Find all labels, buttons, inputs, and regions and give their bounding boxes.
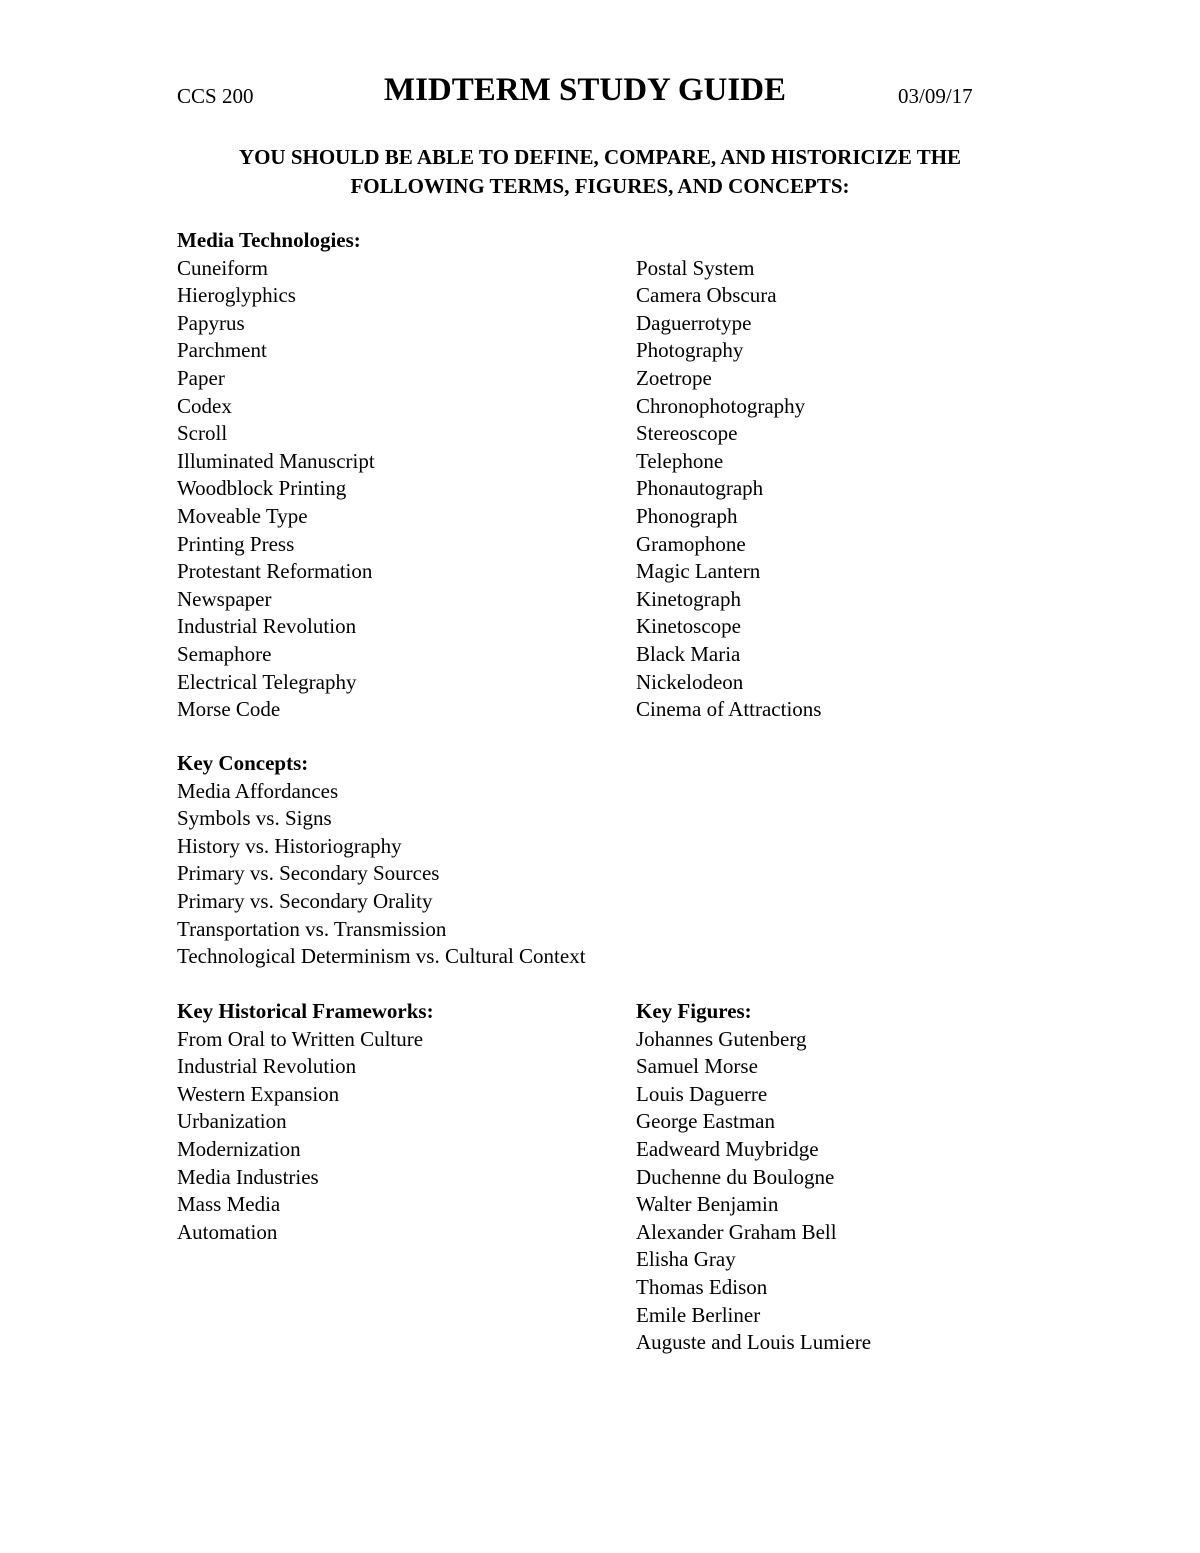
- key-concepts-heading: Key Concepts:: [177, 751, 309, 775]
- list-item: Mass Media: [177, 1192, 281, 1217]
- list-item: Protestant Reformation: [177, 559, 373, 584]
- list-item: Industrial Revolution: [177, 1054, 357, 1079]
- list-item: Urbanization: [177, 1109, 287, 1134]
- media-technologies-list-right: [636, 255, 821, 724]
- list-item: Stereoscope: [636, 421, 738, 446]
- key-figures-heading: Key Figures:: [636, 999, 752, 1023]
- list-item: Moveable Type: [177, 503, 308, 528]
- list-item: Zoetrope: [636, 365, 712, 390]
- list-item: Johannes Gutenberg: [636, 1026, 807, 1051]
- list-item: Media Affordances: [177, 778, 339, 803]
- list-item: Camera Obscura: [636, 283, 777, 308]
- list-item: Technological Determinism vs. Cultural Context: [177, 944, 586, 969]
- media-technologies-heading: Media Technologies:: [177, 228, 361, 252]
- instructions: [0, 143, 1200, 201]
- list-item: Duchenne du Boulogne: [636, 1164, 835, 1189]
- list-item: Walter Benjamin: [636, 1192, 779, 1217]
- page-title: MIDTERM STUDY GUIDE: [383, 72, 787, 108]
- document-date: 03/09/17: [898, 84, 973, 108]
- list-item: Samuel Morse: [636, 1054, 758, 1079]
- list-item: Nickelodeon: [636, 669, 744, 694]
- list-item: Western Expansion: [177, 1081, 340, 1106]
- key-figures-list: [636, 1026, 871, 1357]
- list-item: Daguerrotype: [636, 310, 752, 335]
- list-item: Black Maria: [636, 641, 741, 666]
- list-item: Elisha Gray: [636, 1247, 736, 1272]
- list-item: Phonograph: [636, 503, 738, 528]
- list-item: Electrical Telegraphy: [177, 669, 357, 694]
- list-item: Alexander Graham Bell: [636, 1219, 837, 1244]
- key-concepts-section: [177, 750, 586, 971]
- list-item: Papyrus: [177, 310, 245, 335]
- list-item: Industrial Revolution: [177, 614, 357, 639]
- list-item: George Eastman: [636, 1109, 775, 1134]
- list-item: Transportation vs. Transmission: [177, 916, 447, 941]
- key-historical-frameworks-list: [177, 1026, 434, 1247]
- list-item: Primary vs. Secondary Orality: [177, 888, 433, 913]
- key-concepts-list: [177, 778, 586, 971]
- list-item: Scroll: [177, 421, 228, 446]
- list-item: Louis Daguerre: [636, 1081, 768, 1106]
- course-code: CCS 200: [177, 84, 254, 108]
- list-item: Phonautograph: [636, 476, 764, 501]
- list-item: Semaphore: [177, 641, 272, 666]
- list-item: From Oral to Written Culture: [177, 1026, 424, 1051]
- list-item: Cuneiform: [177, 255, 268, 280]
- list-item: Printing Press: [177, 531, 295, 556]
- list-item: Woodblock Printing: [177, 476, 347, 501]
- list-item: Hieroglyphics: [177, 283, 296, 308]
- list-item: Cinema of Attractions: [636, 697, 822, 722]
- list-item: Illuminated Manuscript: [177, 448, 375, 473]
- list-item: History vs. Historiography: [177, 833, 402, 858]
- list-item: Primary vs. Secondary Sources: [177, 861, 440, 886]
- list-item: Automation: [177, 1219, 278, 1244]
- list-item: Newspaper: [177, 586, 272, 611]
- list-item: Magic Lantern: [636, 559, 761, 584]
- instructions-line-1: YOU SHOULD BE ABLE TO DEFINE, COMPARE, AND HISTORICIZE THE: [238, 145, 962, 169]
- instructions-line-2: FOLLOWING TERMS, FIGURES, AND CONCEPTS:: [350, 174, 850, 198]
- list-item: Parchment: [177, 338, 267, 363]
- list-item: Symbols vs. Signs: [177, 806, 332, 831]
- list-item: Auguste and Louis Lumiere: [636, 1330, 872, 1355]
- list-item: Paper: [177, 365, 225, 390]
- list-item: Morse Code: [177, 697, 281, 722]
- key-figures-section: [636, 998, 871, 1357]
- list-item: Gramophone: [636, 531, 746, 556]
- key-historical-frameworks-section: [177, 998, 434, 1246]
- media-technologies-list-left: [177, 255, 375, 724]
- list-item: Kinetograph: [636, 586, 741, 611]
- list-item: Photography: [636, 338, 744, 363]
- list-item: Postal System: [636, 255, 755, 280]
- media-technologies-right-column: [636, 255, 821, 724]
- list-item: Chronophotography: [636, 393, 806, 418]
- list-item: Eadweard Muybridge: [636, 1136, 819, 1161]
- list-item: Codex: [177, 393, 232, 418]
- list-item: Media Industries: [177, 1164, 319, 1189]
- list-item: Thomas Edison: [636, 1274, 768, 1299]
- list-item: Emile Berliner: [636, 1302, 761, 1327]
- list-item: Modernization: [177, 1136, 301, 1161]
- list-item: Kinetoscope: [636, 614, 741, 639]
- list-item: Telephone: [636, 448, 724, 473]
- media-technologies-section: [177, 227, 375, 724]
- key-historical-frameworks-heading: Key Historical Frameworks:: [177, 999, 434, 1023]
